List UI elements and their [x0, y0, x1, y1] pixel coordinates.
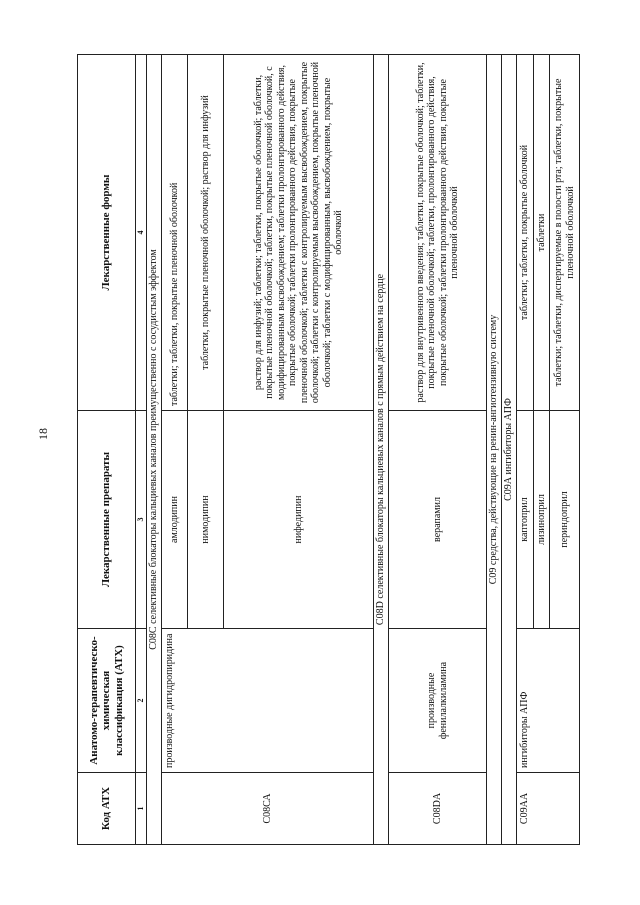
code-c08da: С08DА	[389, 773, 487, 845]
forms-lisinopril: таблетки	[533, 55, 550, 411]
col-number-1: 1	[136, 773, 147, 845]
forms-nifedipine: раствор для инфузий; таблетки; таблетки, покрытые оболочкой; таблетки, покрытые пленочной оболочкой; таблетки, покрытые пленочной оболочкой, с модифицированным высвобождением; таблетки пролонгированного действия, покрытые оболочкой; таблетки пролонгированного действия, покрытые пленочной оболочкой; таблетки с контролируемым высвобождением, покрытые оболочкой; таблетки с контролируемым высвобождением, покрытые пленочной оболочкой; таблетки с модифицированным, высвобождением, покрытые оболочкой	[224, 55, 374, 411]
section-c09: С09 средства, действующие на ренин-ангиотензивную систему	[487, 55, 502, 845]
rotated-page-content	[77, 55, 576, 845]
col-number-4: 4	[136, 55, 147, 411]
header-drugs: Лекарственные препараты	[78, 411, 136, 629]
atc-drug-table	[77, 54, 580, 845]
code-c08ca: С08СА	[162, 773, 374, 845]
atc-c09aa: ингибиторы АПФ	[517, 629, 580, 773]
header-code: Код АТХ	[78, 773, 136, 845]
forms-amlodipine: таблетки; таблетки, покрытые пленочной оболочкой	[162, 55, 188, 411]
section-c08c: С08С селективные блокаторы кальциевых каналов преимущественно с сосудистым эффектом	[147, 55, 162, 845]
col-number-3: 3	[136, 411, 147, 629]
drug-verapamil: верапамил	[389, 411, 487, 629]
header-atc: Анатомо-терапевтическо-химическая классификация (АТХ)	[78, 629, 136, 773]
drug-captopril: каптоприл	[517, 411, 534, 629]
page-number: 18	[36, 428, 50, 440]
code-c09aa: С09АА	[517, 773, 580, 845]
section-c08d: С08D селективные блокаторы кальциевых каналов с прямым действием на сердце	[374, 55, 389, 845]
forms-verapamil: раствор для внутривенного введения; таблетки, покрытые оболочкой; таблетки, покрытые пленочной оболочкой; таблетки, пролонгированного действия, покрытые оболочкой; таблетки пролонгированного действия, покрытые пленочной оболочкой	[389, 55, 487, 411]
forms-captopril: таблетки; таблетки, покрытые оболочкой	[517, 55, 534, 411]
drug-nifedipine: нифедипин	[224, 411, 374, 629]
atc-c08da: производные фенилалкиламина	[389, 629, 487, 773]
forms-nimodipine: таблетки, покрытые пленочной оболочкой; раствор для инфузий	[188, 55, 224, 411]
forms-perindopril: таблетки; таблетки, диспергируемые в полости рта; таблетки, покрытые пленочной оболочкой	[550, 55, 580, 411]
atc-c08ca: производные дигидропиридина	[162, 629, 374, 773]
header-forms: Лекарственные формы	[78, 55, 136, 411]
drug-perindopril: периндоприл	[550, 411, 580, 629]
drug-lisinopril: лизиноприл	[533, 411, 550, 629]
section-c09a: С09А ингибиторы АПФ	[502, 55, 517, 845]
drug-nimodipine: нимодипин	[188, 411, 224, 629]
drug-amlodipine: амлодипин	[162, 411, 188, 629]
col-number-2: 2	[136, 629, 147, 773]
